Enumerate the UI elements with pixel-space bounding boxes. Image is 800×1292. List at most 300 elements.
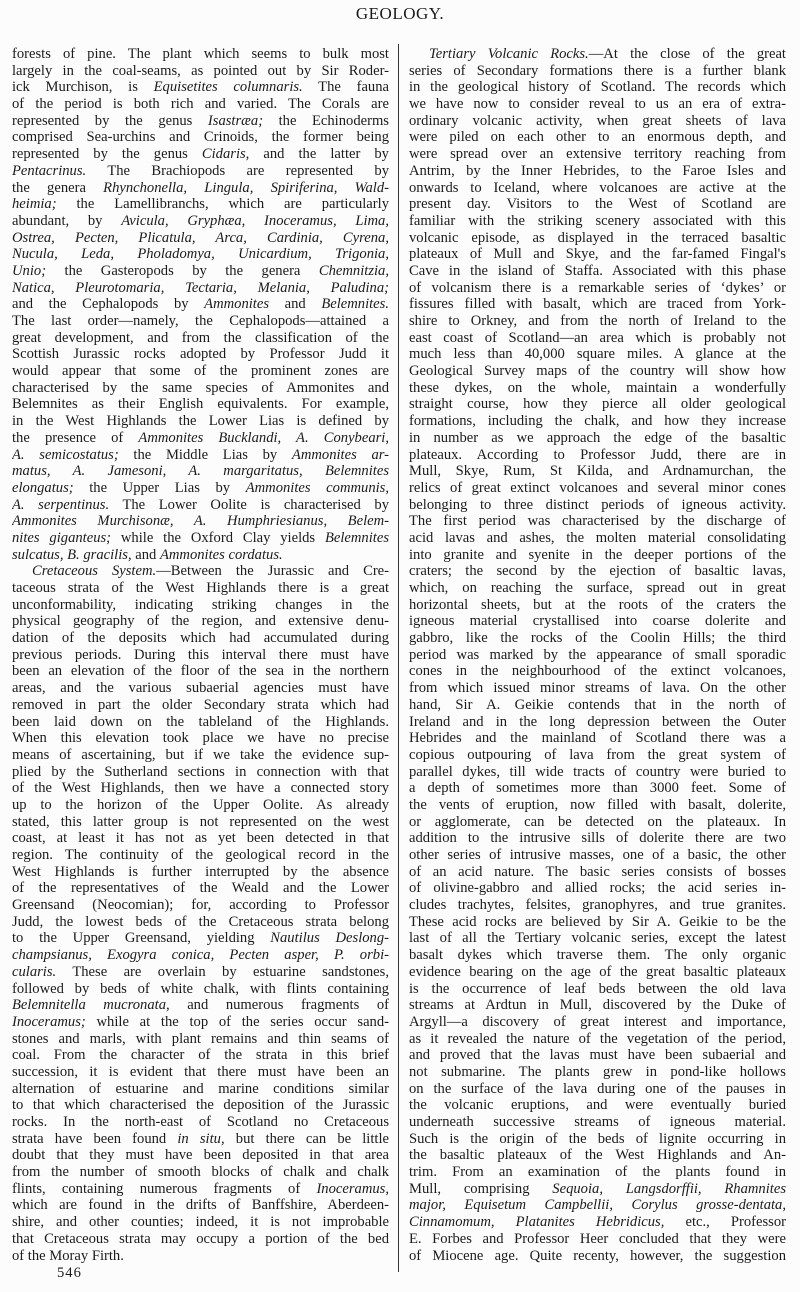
italic-text: Avicula, Gryphæa, Inoceramus, Lima,	[121, 212, 389, 229]
text: of the representatives of the Weald and the Lower	[12, 880, 389, 897]
text-line	[12, 864, 389, 881]
text-line	[409, 714, 786, 731]
text: flints, containing numerous fragments of	[12, 1180, 317, 1197]
text-line	[409, 914, 786, 931]
italic-text: Equisetites columnaris.	[153, 79, 303, 96]
text: of the Moray Firth.	[12, 1247, 124, 1264]
text: acid lavas and ashes, the molten material consolidating	[409, 529, 786, 546]
italic-text: Ammonites cordatus.	[159, 546, 283, 563]
text-line	[409, 597, 786, 614]
text: of volcanism there is a remarkable series of ‘dykes’ or	[409, 279, 786, 296]
text: present day. Visitors to the West of Scotland are	[409, 196, 786, 213]
text: Scottish Jurassic rocks adopted by Professor Judd it	[12, 346, 389, 363]
text-line	[409, 346, 786, 363]
text: cones in the neighbourhood of the extinct volcanoes,	[409, 663, 786, 680]
text: other series of intrusive masses, one of a basic, the other	[409, 847, 786, 863]
text-line	[12, 1164, 389, 1181]
text: igneous material crystallised into coarse dolerite and	[409, 613, 786, 630]
text: to that which characterised the deposition of the Jurassic	[12, 1097, 389, 1114]
text: in the West Highlands the Lower Lias is defined by	[12, 413, 389, 430]
text: West Highlands is further interrupted by the absence	[12, 863, 389, 880]
text: evidence bearing on the age of the great basaltic plateaux	[409, 963, 786, 980]
text-line	[12, 1014, 389, 1031]
paragraph	[409, 46, 786, 1264]
text: fissures filled with basalt, which are traced from York-	[409, 296, 786, 313]
italic-text: Chemnitzia,	[318, 262, 389, 279]
text-line	[409, 880, 786, 897]
text-line	[409, 613, 786, 630]
text-line	[12, 246, 389, 263]
text: a depth of sometimes more than 3000 feet. Some of	[409, 780, 786, 797]
text-line	[12, 1114, 389, 1131]
text: great development, and from the classification of the	[12, 329, 389, 346]
italic-text: A. serpentinus.	[12, 496, 110, 513]
text: familiar with the striking scenery associated with this	[409, 212, 786, 229]
text-line	[12, 830, 389, 847]
text-line	[12, 146, 389, 163]
text: volcanic episode, as displayed in the terraced basaltic	[409, 229, 786, 246]
text: coal. From the character of the strata in this brief	[12, 1047, 389, 1064]
text: E. Forbes and Professor Heer concluded that they were	[409, 1230, 786, 1247]
text: up to the horizon of the Upper Oolite. As already	[12, 796, 389, 813]
text-line	[12, 797, 389, 814]
text: Hebrides and the mainland of Scotland there was a	[409, 730, 786, 747]
text: doubt that they must have been deposited in that area	[12, 1147, 389, 1164]
text-line	[12, 1231, 389, 1248]
text-line	[409, 246, 786, 263]
italic-text: Ammonites ar-	[291, 446, 389, 463]
italic-text: nites giganteus;	[12, 529, 112, 546]
text: hand, Sir A. Geikie contends that in the north of	[409, 696, 786, 713]
text-line	[12, 396, 389, 413]
text: were spread over an extensive territory reaching from	[409, 146, 786, 163]
text-line	[12, 663, 389, 680]
text: the vents of eruption, now filled with basalt, dolerite,	[409, 796, 786, 813]
text: that Cretaceous strata may occupy a portion of the bed	[12, 1230, 389, 1247]
text: plateaux of Mull and Skye, and the far-famed Fingal's	[409, 246, 786, 263]
text: of Miocene age. Quite recenty, however, the suggestion	[409, 1247, 786, 1264]
text: These acid rocks are believed by Sir A. Geikie to be the	[409, 913, 786, 930]
text: The Brachiopods are represented by	[86, 162, 389, 179]
text-line	[409, 630, 786, 647]
text-line	[12, 180, 389, 197]
text: parallel dykes, till wide tracts of country were buried to	[409, 763, 786, 780]
text-line	[409, 113, 786, 130]
text: were piled on each other to an enormous depth, and	[409, 129, 786, 146]
text: not submarine. The plants grew in pond-like hollows	[409, 1063, 786, 1080]
text: of olivine-gabbro and allied rocks; the acid series in-	[409, 880, 786, 897]
page-number: 546	[57, 1265, 82, 1281]
text: from the number of smooth blocks of chalk and chalk	[12, 1164, 389, 1181]
text: etc., Professor	[664, 1214, 786, 1231]
text: and	[269, 296, 322, 313]
text: in number as we approach the edge of the basaltic	[409, 429, 786, 446]
text: unconformability, indicating striking changes in the	[12, 596, 389, 613]
text: or agglomerate, can be detected on the plateaux. In	[409, 813, 786, 830]
text: to the Upper Greensand, yielding	[12, 930, 271, 947]
italic-text: Nautilus Deslong-	[270, 930, 389, 947]
text: shire, and other counties; indeed, it is not improbable	[12, 1214, 389, 1231]
text-line	[409, 530, 786, 547]
text-line	[12, 230, 389, 247]
text-line	[409, 1014, 786, 1031]
text: represented by the genus	[12, 112, 208, 129]
italic-text: Ostrea, Pecten, Plicatula, Arca, Cardinia, Cyrena,	[12, 229, 389, 246]
text-line	[409, 1231, 786, 1248]
text: coast, at least it has not as yet been detected in that	[12, 830, 389, 847]
text: comprised Sea-urchins and Crinoids, the former being	[12, 129, 389, 146]
text-line	[409, 263, 786, 280]
text-line	[12, 547, 389, 564]
text: Such is the origin of the beds of lignite occurring in	[409, 1130, 786, 1147]
text-line	[409, 1064, 786, 1081]
text: straight course, how they pierce all older geological	[409, 396, 786, 413]
italic-text: Cidaris,	[201, 146, 250, 163]
right-column	[409, 46, 786, 1264]
italic-text: matus, A. Jamesoni, A. margaritatus, Belemnites	[12, 463, 389, 480]
text-line	[12, 196, 389, 213]
text-line	[409, 63, 786, 80]
text-line	[409, 1047, 786, 1064]
text-line	[409, 747, 786, 764]
text: represented by the genus	[12, 146, 202, 163]
text: plateaux. According to Professor Judd, there are in	[409, 446, 786, 463]
text-line	[409, 697, 786, 714]
text-line	[12, 714, 389, 731]
text: region. The continuity of the geological record in the	[12, 847, 389, 863]
text-line	[12, 1197, 389, 1214]
text: as it revealed the nature of the vegetation of the period,	[409, 1030, 786, 1047]
text-line	[12, 63, 389, 80]
text: would appear that some of the prominent zones are	[12, 363, 389, 380]
italic-text: champsianus, Exogyra conica, Pecten asper, P. orbi-	[12, 947, 389, 964]
text: streams at Ardtun in Mull, discovered by the Duke of	[409, 997, 786, 1014]
text: the Gasteropods by the genera	[46, 262, 319, 279]
text: is the occurrence of leaf beds between the old lava	[409, 980, 786, 997]
text: Mull, comprising	[409, 1180, 553, 1197]
text: removed in part the older Secondary strata which had	[12, 696, 389, 713]
text: which are found in the drifts of Banffshire, Aberdeen-	[12, 1197, 389, 1214]
text-line	[12, 930, 389, 947]
text: The last order—namely, the Cephalopods—attained a	[12, 313, 389, 329]
text: The Lower Oolite is characterised by	[109, 496, 389, 513]
text-line	[409, 330, 786, 347]
text-line	[409, 930, 786, 947]
text-line	[12, 780, 389, 797]
text-line	[12, 513, 389, 530]
text-line	[12, 1248, 389, 1265]
text: ick Murchison, is	[12, 79, 154, 96]
text: alternation of estuarine and marine conditions similar	[12, 1080, 389, 1097]
italic-text: Natica, Pleurotomaria, Tectaria, Melania, Paludina;	[12, 279, 389, 296]
text-line	[409, 847, 786, 864]
text-line	[409, 1197, 786, 1214]
text-line	[409, 296, 786, 313]
text-line	[409, 363, 786, 380]
text-line	[409, 563, 786, 580]
italic-text: major, Equisetum Campbellii, Corylus grosse-dentata,	[409, 1197, 786, 1214]
text: the Upper Lias by	[73, 479, 246, 496]
text: series of Secondary formations there is a further blank	[409, 62, 786, 79]
italic-text: Belemnites.	[321, 296, 389, 313]
text-line	[12, 880, 389, 897]
text: but there can be little	[224, 1130, 389, 1147]
text: of the period is both rich and varied. The Corals are	[12, 96, 389, 113]
text-line	[12, 263, 389, 280]
text-line	[12, 430, 389, 447]
text-line	[12, 680, 389, 697]
text-line	[409, 230, 786, 247]
italic-text: Cretaceous System.	[32, 563, 157, 580]
text-line	[12, 1031, 389, 1048]
text: forests of pine. The plant which seems to bulk most	[12, 46, 389, 62]
text: these dykes, on the whole, maintain a wonderfully	[409, 379, 786, 396]
text: Antrim, by the Inner Hebrides, to the Faroe Isles and	[409, 162, 786, 179]
text-line	[12, 647, 389, 664]
text: These are overlain by estuarine sandstones,	[56, 963, 389, 980]
text: from which issued minor streams of lava. On the other	[409, 680, 786, 697]
text-line	[12, 1064, 389, 1081]
text-line	[409, 129, 786, 146]
text: underneath successive streams of igneous material.	[409, 1114, 786, 1130]
text: physical geography of the region, and extensive denu-	[12, 613, 389, 630]
text-line	[12, 1081, 389, 1098]
text: Ireland and in the long depression between the Outer	[409, 713, 786, 730]
text-line	[12, 497, 389, 514]
text: largely in the coal-seams, as pointed out by Sir Roder-	[12, 62, 389, 79]
text-line	[12, 613, 389, 630]
text-line	[12, 730, 389, 747]
text: the basaltic plateaux of the West Highlands and An-	[409, 1147, 786, 1164]
text-line	[12, 1131, 389, 1148]
italic-text: Ammonites Murchisonæ, A. Humphriesianus, Belem-	[12, 513, 389, 530]
italic-text: Sequoia, Langsdorffii, Rhamnites	[552, 1180, 786, 1197]
text-line	[12, 964, 389, 981]
text-line	[409, 280, 786, 297]
text: and the Cephalopods by	[12, 296, 205, 313]
text-line	[12, 597, 389, 614]
text: Argyll—a discovery of great interest and importance,	[409, 1013, 786, 1030]
text: while at the top of the series occur sand-	[85, 1013, 389, 1030]
text-line	[12, 129, 389, 146]
text-line	[409, 964, 786, 981]
text-line	[12, 113, 389, 130]
text: the Middle Lias by	[118, 446, 292, 463]
text: addition to the intrusive sills of dolerite there are two	[409, 830, 786, 847]
italic-text: Belemnitella mucronata,	[12, 997, 170, 1014]
text-line	[409, 146, 786, 163]
text: Mull, Skye, Rum, St Kilda, and Ardnamurchan, the	[409, 463, 786, 480]
left-column	[12, 46, 389, 1264]
text: abundant, by	[12, 212, 122, 229]
italic-text: in situ,	[177, 1130, 225, 1147]
text: previous periods. During this interval there must have	[12, 646, 389, 663]
text: last of all the Tertiary volcanic series, except the latest	[409, 930, 786, 947]
text-line	[409, 764, 786, 781]
italic-text: Nucula, Leda, Pholadomya, Unicardium, Trigonia,	[12, 246, 389, 263]
text: formations, including the chalk, and how they increase	[409, 413, 786, 430]
text-line	[409, 1031, 786, 1048]
text-line	[409, 1097, 786, 1114]
text-line	[12, 697, 389, 714]
text-line	[409, 497, 786, 514]
text-line	[409, 396, 786, 413]
text-line	[409, 897, 786, 914]
text-line	[409, 513, 786, 530]
text-line	[409, 864, 786, 881]
text-line	[409, 1131, 786, 1148]
text: of an acid nature. The basic series consists of bosses	[409, 863, 786, 880]
text-line	[12, 447, 389, 464]
text: cludes trachytes, felsites, granophyres, and true granites.	[409, 897, 786, 914]
text-line	[409, 213, 786, 230]
column-divider	[398, 44, 399, 1272]
text: into granite and syenite in the deeper portions of the	[409, 546, 786, 563]
text-line	[12, 363, 389, 380]
text: relics of great extinct volcanoes and several minor cones	[409, 479, 786, 496]
text-line	[409, 1081, 786, 1098]
text-line	[409, 180, 786, 197]
text-line	[12, 1181, 389, 1198]
italic-text: Ammonites communis,	[245, 479, 389, 496]
text: been laid down on the tableland of the Highlands.	[12, 713, 389, 730]
text: Judd, the lowest beds of the Cretaceous strata belong	[12, 913, 389, 930]
text-line	[409, 96, 786, 113]
running-header-title: GEOLOGY.	[355, 4, 445, 23]
text-line	[12, 814, 389, 831]
text: craters; the second by the ejection of basaltic lavas,	[409, 563, 786, 580]
paragraph	[12, 563, 389, 1264]
text: basalt dykes which traverse them. The only organic	[409, 947, 786, 964]
text: shire to Orkney, and from the north of Ireland to the	[409, 313, 786, 329]
text-line	[409, 1248, 786, 1265]
text: Greensand (Neocomian); for, according to Professor	[12, 897, 389, 914]
italic-text: Cinnamomum, Platanites Hebridicus,	[409, 1214, 665, 1231]
text: been an elevation of the floor of the sea in the northern	[12, 663, 389, 680]
text-line	[409, 163, 786, 180]
italic-text: Tertiary Volcanic Rocks.	[429, 46, 589, 62]
text: period was marked by the appearance of small sporadic	[409, 646, 786, 663]
text: Belemnites as their English equivalents. For example,	[12, 396, 389, 413]
text-line	[12, 981, 389, 998]
text-line	[12, 997, 389, 1014]
text-line	[409, 830, 786, 847]
text-line	[12, 580, 389, 597]
italic-text: Rhynchonella, Lingula, Spiriferina, Wald-	[103, 179, 389, 196]
text: The first period was characterised by the discharge of	[409, 513, 786, 530]
text-line	[409, 780, 786, 797]
text-line	[409, 997, 786, 1014]
italic-text: heimia;	[12, 196, 57, 213]
text-line	[409, 981, 786, 998]
text: copious outpouring of lava from the great system of	[409, 746, 786, 763]
text: characterised by the same species of Ammonites and	[12, 379, 389, 396]
text-line	[12, 213, 389, 230]
text: plied by the Sutherland sections in connection with that	[12, 763, 389, 780]
text-line	[12, 96, 389, 113]
text-line	[409, 46, 786, 63]
text-line	[12, 897, 389, 914]
text-line	[409, 663, 786, 680]
text: ordinary volcanic activity, when great sheets of lava	[409, 112, 786, 129]
text-line	[12, 463, 389, 480]
text-line	[12, 914, 389, 931]
text-line	[409, 463, 786, 480]
text: we have now to consider reveal to us an era of extra-	[409, 96, 786, 113]
italic-text: Ammonites Bucklandi, A. Conybeari,	[138, 429, 389, 446]
text-line	[409, 1147, 786, 1164]
italic-text: Inoceramus,	[316, 1180, 389, 1197]
text-line	[409, 1114, 786, 1131]
text-line	[12, 163, 389, 180]
text: the Lamellibranchs, which are particularly	[56, 196, 389, 213]
italic-text: A. semicostatus;	[12, 446, 119, 463]
text-line	[409, 1214, 786, 1231]
text-line	[12, 330, 389, 347]
text-line	[12, 79, 389, 96]
text: stated, this latter group is not represented on the west	[12, 813, 389, 830]
text: and proved that the lavas must have been subaerial and	[409, 1047, 786, 1064]
text: the Echinoderms	[263, 112, 389, 129]
text-line	[12, 346, 389, 363]
text: onwards to Iceland, where volcanoes are active at the	[409, 179, 786, 196]
text: dation of the deposits which had accumulated during	[12, 630, 389, 647]
italic-text: sulcatus, B. gracilis,	[12, 546, 132, 563]
text-line	[12, 764, 389, 781]
italic-text: cularis.	[12, 963, 57, 980]
text: taceous strata of the West Highlands there is a great	[12, 580, 389, 596]
text: of the West Highlands, then we have a connected story	[12, 780, 389, 797]
text: the genera	[12, 179, 104, 196]
italic-text: Inoceramus;	[12, 1013, 86, 1030]
text: Geological Survey maps of the country will show how	[409, 363, 786, 380]
italic-text: Pentacrinus.	[12, 162, 87, 179]
text-line	[12, 630, 389, 647]
text-line	[409, 480, 786, 497]
text-line	[12, 380, 389, 397]
text-line	[12, 1214, 389, 1231]
text: areas, and the various subaerial agencies must have	[12, 680, 389, 697]
text: When this elevation took place we have no precise	[12, 730, 389, 747]
text: The fauna	[302, 79, 389, 96]
text: —At the close of the great	[588, 46, 786, 62]
text: strata have been found	[12, 1130, 178, 1147]
text: means of ascertaining, but if we take the evidence sup-	[12, 746, 389, 763]
text: gabbro, like the rocks of the Coolin Hills; the third	[409, 630, 786, 647]
text-line	[409, 730, 786, 747]
text: Cave in the island of Staffa. Associated with this phase	[409, 262, 786, 279]
text: while the Oxford Clay yields	[111, 529, 325, 546]
text-line	[12, 747, 389, 764]
text: on the surface of the lava during one of the pauses in	[409, 1080, 786, 1097]
text-line	[12, 1097, 389, 1114]
text: followed by beds of white chalk, with flints containing	[12, 980, 389, 997]
text-line	[409, 196, 786, 213]
text-line	[409, 79, 786, 96]
text-line	[12, 296, 389, 313]
text: horizontal sheets, but at the roots of the craters the	[409, 596, 786, 613]
text-line	[12, 1047, 389, 1064]
text: and	[131, 546, 160, 563]
italic-text: elongatus;	[12, 479, 74, 496]
italic-text: Ammonites	[204, 296, 270, 313]
text-line	[409, 947, 786, 964]
text: succession, it is evident that there must have been an	[12, 1063, 389, 1080]
text: —Between the Jurassic and Cre-	[156, 563, 389, 580]
text: trim. From an examination of the plants found in	[409, 1164, 786, 1181]
text-line	[12, 313, 389, 330]
italic-text: Belemnites	[324, 529, 389, 546]
